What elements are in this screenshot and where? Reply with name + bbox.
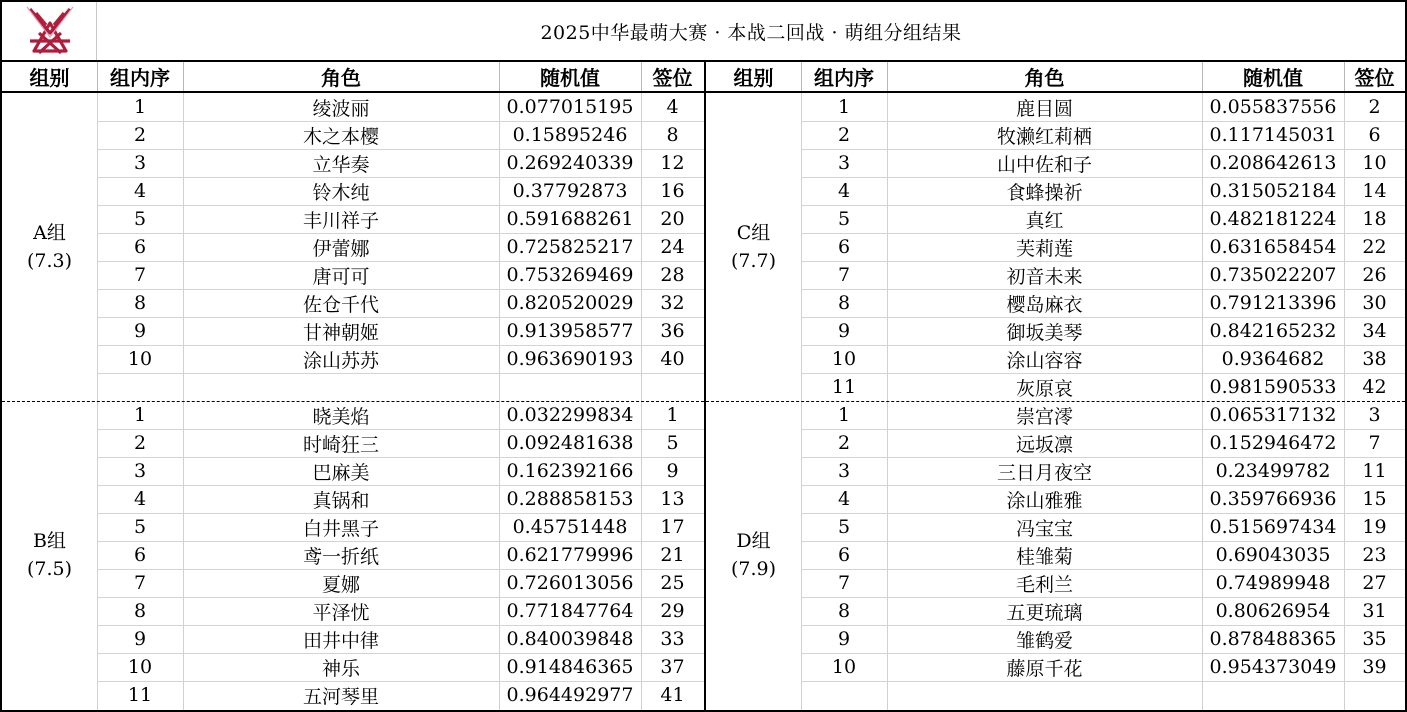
cell-random: 0.515697434 — [1209, 516, 1337, 538]
cell-slot: 8 — [666, 124, 679, 146]
cell-random: 0.735022207 — [1209, 264, 1337, 286]
cell-slot — [641, 373, 704, 401]
header-divider — [183, 62, 184, 91]
group-name: D组 — [736, 530, 771, 552]
cell-name: 唐可可 — [312, 265, 370, 288]
cell-slot: 40 — [660, 348, 685, 370]
cell-name: 鹿目圆 — [1015, 97, 1073, 120]
cell-name: 灰原哀 — [1015, 377, 1073, 400]
cell-name: 樱岛麻衣 — [1006, 293, 1083, 316]
moe-tournament-logo-icon — [24, 3, 76, 59]
group-name: A组 — [33, 222, 66, 244]
cell-name: 真红 — [1025, 209, 1064, 232]
cell-slot — [1344, 681, 1405, 709]
cell-seq: 8 — [837, 292, 851, 314]
cell-name: 丰川祥子 — [302, 209, 379, 232]
cell-seq — [801, 681, 887, 709]
cell-slot: 25 — [660, 572, 685, 594]
cell-name: 御坂美琴 — [1006, 321, 1083, 344]
cell-random: 0.753269469 — [506, 264, 634, 286]
cell-seq: 2 — [837, 124, 851, 146]
page-title: 2025中华最萌大赛 · 本战二回战 · 萌组分组结果 — [540, 21, 962, 44]
cell-random: 0.840039848 — [506, 628, 634, 650]
cell-seq: 11 — [127, 684, 153, 706]
cell-random: 0.032299834 — [506, 404, 634, 426]
cell-slot: 5 — [666, 432, 679, 454]
cell-slot: 21 — [660, 544, 685, 566]
cell-slot: 34 — [1362, 320, 1387, 342]
cell-slot: 35 — [1362, 628, 1387, 650]
cell-seq: 2 — [133, 124, 147, 146]
cell-name: 食蜂操祈 — [1006, 181, 1083, 204]
cell-seq: 5 — [837, 516, 851, 538]
header-character: 角色 — [1024, 66, 1065, 90]
cell-seq: 2 — [133, 432, 147, 454]
cell-random — [499, 373, 641, 401]
cell-name: 山中佐和子 — [996, 153, 1092, 176]
cell-name: 芙莉莲 — [1015, 237, 1073, 260]
cell-name: 桂雏菊 — [1015, 545, 1073, 568]
cell-random: 0.092481638 — [506, 432, 634, 454]
cell-seq: 4 — [133, 488, 147, 510]
cell-random: 0.315052184 — [1209, 180, 1337, 202]
group-date: (7.5) — [26, 558, 73, 580]
cell-slot: 38 — [1362, 348, 1387, 370]
cell-name: 三日月夜空 — [996, 461, 1092, 484]
cell-random: 0.45751448 — [512, 516, 628, 538]
cell-slot: 33 — [660, 628, 685, 650]
cell-slot: 22 — [1362, 236, 1387, 258]
cell-slot: 37 — [660, 656, 685, 678]
cell-slot: 39 — [1362, 656, 1387, 678]
cell-slot: 42 — [1362, 376, 1387, 398]
cell-random: 0.914846365 — [506, 656, 634, 678]
cell-seq: 9 — [133, 628, 147, 650]
cell-seq: 8 — [133, 292, 147, 314]
cell-seq — [97, 373, 183, 401]
cell-name: 毛利兰 — [1015, 573, 1073, 596]
cell-seq: 9 — [837, 628, 851, 650]
cell-slot: 26 — [1362, 264, 1387, 286]
cell-random: 0.981590533 — [1209, 376, 1337, 398]
cell-seq: 1 — [133, 404, 147, 426]
header-random: 随机值 — [1243, 66, 1303, 90]
logo-cell — [2, 2, 97, 60]
cell-slot: 17 — [660, 516, 685, 538]
header-row — [2, 62, 704, 93]
cell-slot: 7 — [1368, 432, 1381, 454]
header-divider — [1344, 62, 1345, 91]
cell-seq: 10 — [831, 656, 857, 678]
cell-seq: 9 — [133, 320, 147, 342]
cell-seq: 3 — [133, 460, 147, 482]
cell-seq: 10 — [127, 656, 153, 678]
cell-slot: 30 — [1362, 292, 1387, 314]
cell-name — [887, 681, 1202, 709]
cell-random — [1202, 681, 1344, 709]
cell-slot: 19 — [1362, 516, 1387, 538]
cell-slot: 14 — [1362, 180, 1387, 202]
right-table — [704, 62, 1405, 710]
cell-seq: 10 — [127, 348, 153, 370]
cell-random: 0.842165232 — [1209, 320, 1337, 342]
header-row — [706, 62, 1405, 93]
cell-random: 0.631658454 — [1209, 236, 1337, 258]
cell-seq: 3 — [837, 460, 851, 482]
cell-random: 0.726013056 — [506, 572, 634, 594]
group-label — [2, 401, 97, 709]
cell-seq: 3 — [133, 152, 147, 174]
cell-name: 时崎狂三 — [302, 433, 379, 456]
header-slot: 签位 — [652, 66, 693, 90]
cell-slot: 9 — [666, 460, 679, 482]
cell-seq: 1 — [133, 96, 147, 118]
cell-random: 0.065317132 — [1209, 404, 1337, 426]
cell-seq: 11 — [831, 376, 857, 398]
cell-name: 绫波丽 — [312, 97, 370, 120]
cell-random: 0.288858153 — [506, 488, 634, 510]
cell-slot: 31 — [1362, 600, 1387, 622]
header-group: 组别 — [733, 66, 774, 90]
cell-name: 木之本樱 — [302, 125, 379, 148]
header-seq: 组内序 — [110, 66, 170, 90]
header-divider — [499, 62, 500, 91]
header-divider — [1202, 62, 1203, 91]
header-seq: 组内序 — [814, 66, 874, 90]
cell-seq: 5 — [837, 208, 851, 230]
cell-random: 0.725825217 — [506, 236, 634, 258]
cell-random: 0.162392166 — [506, 460, 634, 482]
cell-seq: 6 — [133, 544, 147, 566]
cell-name: 立华奏 — [312, 153, 370, 176]
cell-name: 五更琉璃 — [1006, 601, 1083, 624]
cell-slot: 16 — [660, 180, 685, 202]
cell-random: 0.621779996 — [506, 544, 634, 566]
header-random: 随机值 — [540, 66, 600, 90]
cell-slot: 23 — [1362, 544, 1387, 566]
cell-name: 藤原千花 — [1006, 657, 1083, 680]
cell-name: 真锅和 — [312, 489, 370, 512]
cell-slot: 15 — [1362, 488, 1387, 510]
cell-slot: 6 — [1368, 124, 1381, 146]
cell-random: 0.80626954 — [1215, 600, 1331, 622]
cell-slot: 41 — [660, 684, 685, 706]
cell-seq: 1 — [837, 404, 851, 426]
cell-random: 0.963690193 — [506, 348, 634, 370]
cell-name: 田井中律 — [302, 629, 379, 652]
cell-name: 五河琴里 — [302, 685, 379, 708]
cell-name: 伊蕾娜 — [312, 237, 370, 260]
cell-name: 鸢一折纸 — [302, 545, 379, 568]
cell-random: 0.482181224 — [1209, 208, 1337, 230]
cell-random: 0.269240339 — [506, 152, 634, 174]
cell-slot: 20 — [660, 208, 685, 230]
cell-random: 0.23499782 — [1215, 460, 1331, 482]
cell-seq: 8 — [837, 600, 851, 622]
cell-seq: 8 — [133, 600, 147, 622]
header-group: 组别 — [29, 66, 70, 90]
cell-random: 0.117145031 — [1209, 124, 1337, 146]
group-name: B组 — [33, 530, 66, 552]
cell-seq: 7 — [837, 264, 851, 286]
cell-random: 0.077015195 — [506, 96, 634, 118]
cell-name: 涂山雅雅 — [1006, 489, 1083, 512]
cell-slot: 12 — [660, 152, 685, 174]
cell-name: 涂山苏苏 — [302, 349, 379, 372]
cell-slot: 24 — [660, 236, 685, 258]
cell-random: 0.055837556 — [1209, 96, 1337, 118]
cell-random: 0.878488365 — [1209, 628, 1337, 650]
cell-seq: 5 — [133, 208, 147, 230]
group-label — [706, 93, 801, 401]
cell-slot: 3 — [1368, 404, 1381, 426]
cell-name: 铃木纯 — [312, 181, 370, 204]
cell-name: 冯宝宝 — [1015, 517, 1073, 540]
cell-random: 0.791213396 — [1209, 292, 1337, 314]
cell-name: 巴麻美 — [312, 461, 370, 484]
cell-seq: 10 — [831, 348, 857, 370]
cell-random: 0.359766936 — [1209, 488, 1337, 510]
cell-random: 0.820520029 — [506, 292, 634, 314]
cell-seq: 4 — [837, 180, 851, 202]
cell-slot: 13 — [660, 488, 685, 510]
cell-seq: 7 — [837, 572, 851, 594]
cell-slot: 28 — [660, 264, 685, 286]
cell-seq: 6 — [133, 236, 147, 258]
cell-name: 佐仓千代 — [302, 293, 379, 316]
cell-name: 神乐 — [321, 657, 360, 680]
cell-name — [183, 373, 499, 401]
cell-seq: 5 — [133, 516, 147, 538]
cell-random: 0.591688261 — [506, 208, 634, 230]
group-date: (7.3) — [26, 250, 73, 272]
group-date: (7.7) — [730, 250, 777, 272]
cell-name: 远坂凛 — [1015, 433, 1073, 456]
cell-slot: 36 — [660, 320, 685, 342]
cell-name: 牧濑红莉栖 — [996, 125, 1092, 148]
cell-random: 0.771847764 — [506, 600, 634, 622]
header-slot: 签位 — [1354, 66, 1395, 90]
cell-name: 白井黑子 — [302, 517, 379, 540]
cell-random: 0.15895246 — [512, 124, 628, 146]
cell-seq: 6 — [837, 236, 851, 258]
header-divider — [97, 62, 98, 91]
cell-name: 甘神朝姬 — [302, 321, 379, 344]
cell-random: 0.152946472 — [1209, 432, 1337, 454]
cell-slot: 32 — [660, 292, 685, 314]
cell-slot: 10 — [1362, 152, 1387, 174]
cell-random: 0.913958577 — [506, 320, 634, 342]
cell-seq: 6 — [837, 544, 851, 566]
cell-name: 夏娜 — [321, 573, 360, 596]
cell-seq: 9 — [837, 320, 851, 342]
cell-random: 0.964492977 — [506, 684, 634, 706]
cell-random: 0.37792873 — [512, 180, 628, 202]
cell-slot: 27 — [1362, 572, 1387, 594]
group-label — [2, 93, 97, 401]
header-divider — [801, 62, 802, 91]
group-name: C组 — [736, 222, 771, 244]
cell-name: 晓美焰 — [312, 405, 370, 428]
cell-slot: 18 — [1362, 208, 1387, 230]
header-divider — [641, 62, 642, 91]
cell-seq: 4 — [133, 180, 147, 202]
cell-seq: 2 — [837, 432, 851, 454]
cell-slot: 4 — [666, 96, 679, 118]
cell-name: 初音未来 — [1006, 265, 1083, 288]
cell-random: 0.9364682 — [1221, 348, 1325, 370]
header-character: 角色 — [321, 66, 361, 90]
cell-slot: 2 — [1368, 96, 1381, 118]
cell-slot: 1 — [666, 404, 679, 426]
cell-seq: 7 — [133, 572, 147, 594]
cell-name: 雏鹤爱 — [1015, 629, 1073, 652]
group-label — [706, 401, 801, 709]
header-divider — [887, 62, 888, 91]
cell-random: 0.69043035 — [1215, 544, 1331, 566]
cell-seq: 7 — [133, 264, 147, 286]
cell-seq: 1 — [837, 96, 851, 118]
left-table — [2, 62, 704, 710]
cell-name: 崇宫澪 — [1015, 405, 1073, 428]
cell-random: 0.954373049 — [1209, 656, 1337, 678]
cell-seq: 3 — [837, 152, 851, 174]
cell-slot: 29 — [660, 600, 685, 622]
group-date: (7.9) — [730, 558, 777, 580]
cell-name: 涂山容容 — [1006, 349, 1083, 372]
cell-slot: 11 — [1362, 460, 1387, 482]
cell-seq: 4 — [837, 488, 851, 510]
cell-random: 0.74989948 — [1215, 572, 1331, 594]
cell-name: 平泽忧 — [312, 601, 370, 624]
cell-random: 0.208642613 — [1209, 152, 1337, 174]
